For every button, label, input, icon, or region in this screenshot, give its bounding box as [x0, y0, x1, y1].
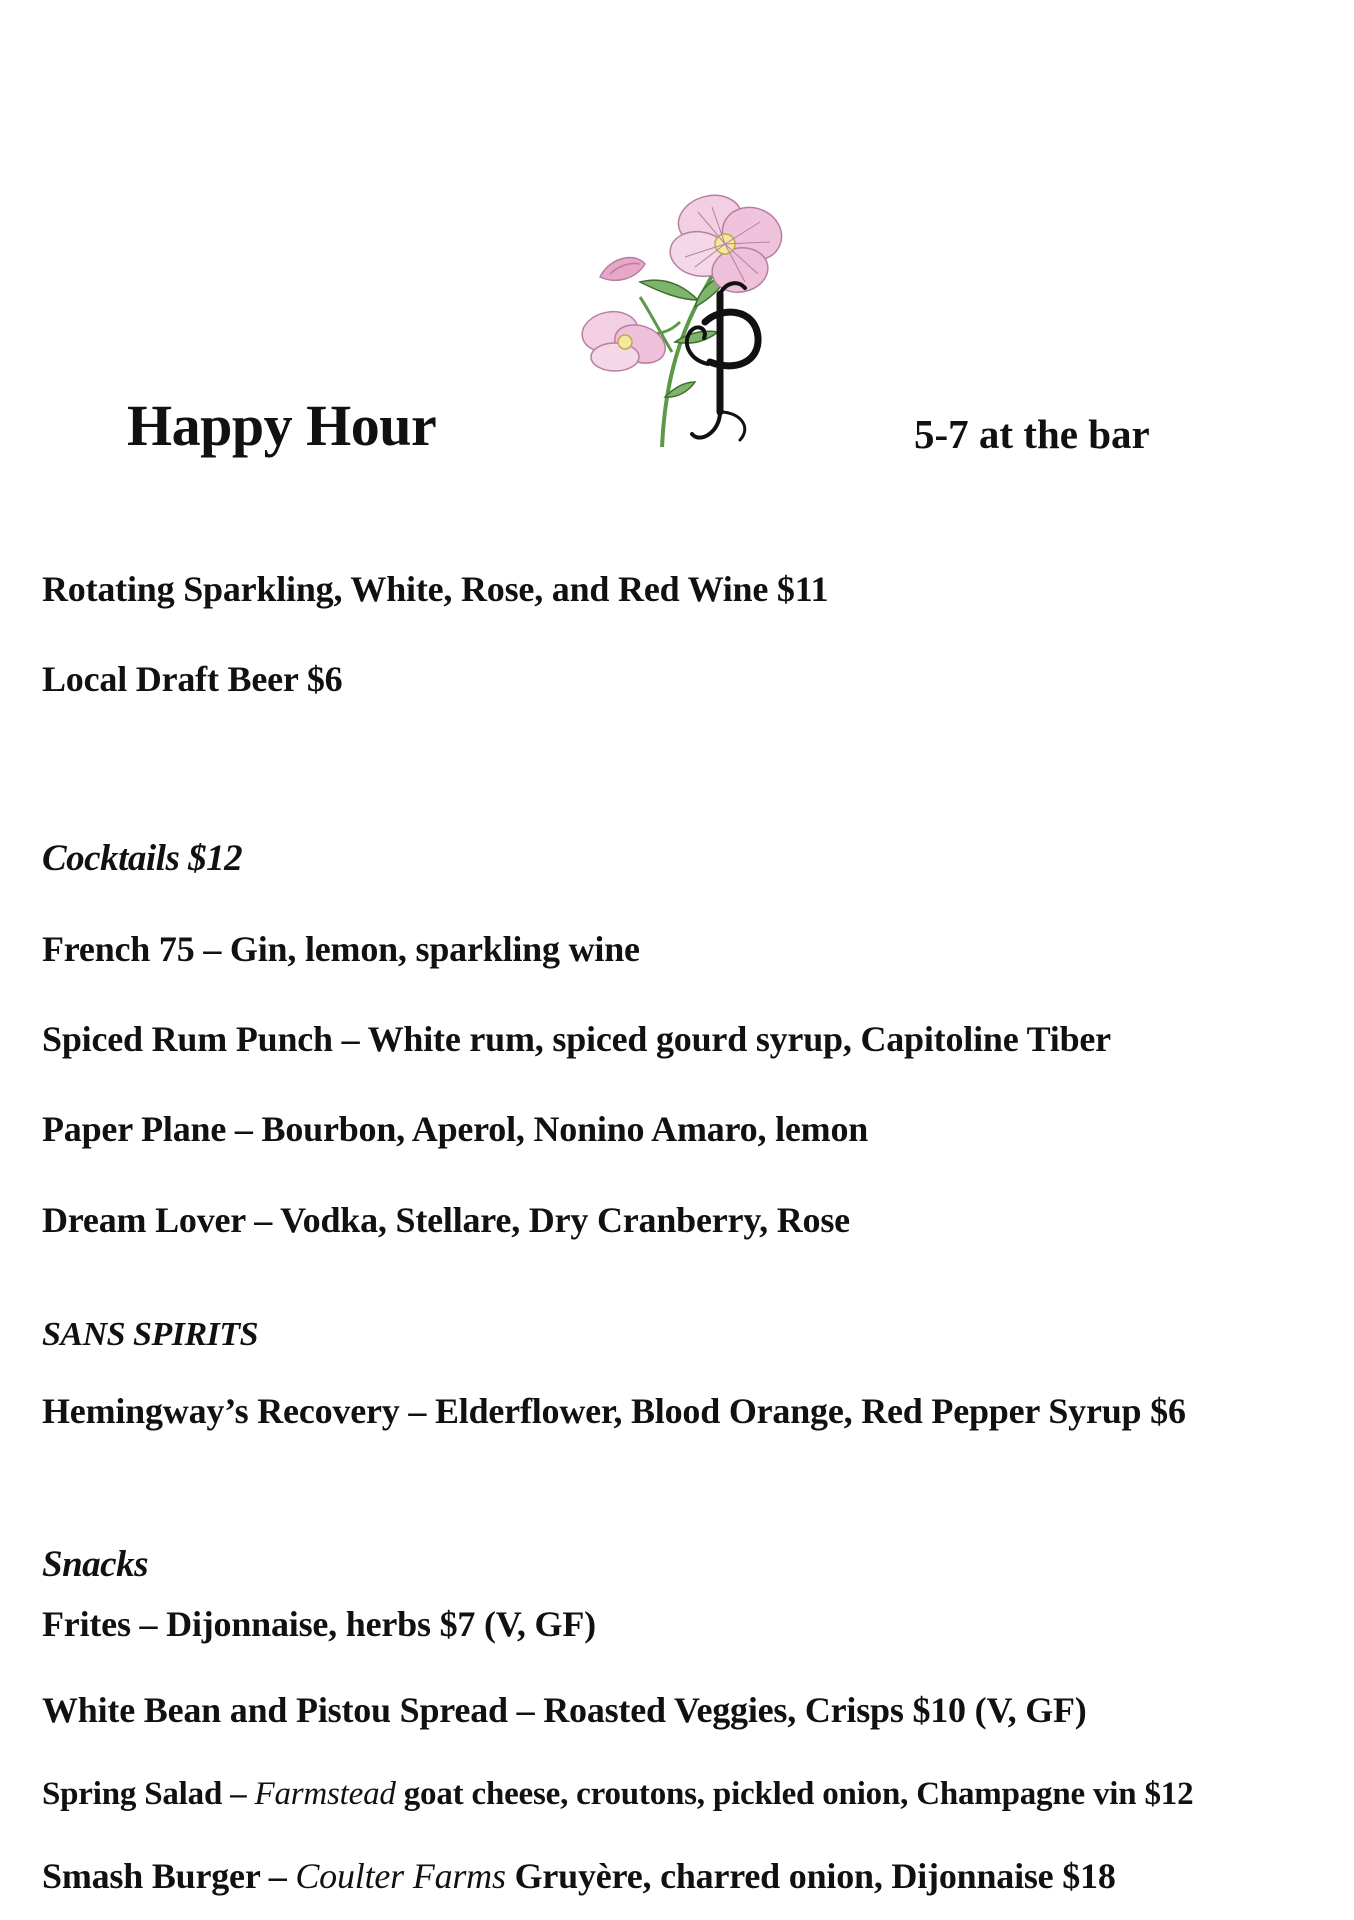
spring-salad-description: goat cheese, croutons, pickled onion, Champagne vin $12 — [395, 1776, 1194, 1812]
happy-hour-times: 5-7 at the bar — [914, 411, 1150, 457]
menu-item-dream-lover: Dream Lover – Vodka, Stellare, Dry Cranberry, Rose — [42, 1200, 850, 1240]
menu-item-spring-salad — [42, 1776, 1193, 1813]
snacks-heading: Snacks — [42, 1544, 148, 1585]
wine-offer: Rotating Sparkling, White, Rose, and Red Wine $11 — [42, 569, 829, 609]
sans-spirits-heading: SANS SPIRITS — [42, 1316, 259, 1353]
page-title: Happy Hour — [127, 393, 437, 458]
spring-salad-farm: Farmstead — [254, 1776, 396, 1812]
smash-burger-name: Smash Burger – — [42, 1856, 296, 1896]
menu-item-french-75: French 75 – Gin, lemon, sparkling wine — [42, 929, 640, 969]
menu-item-smash-burger — [42, 1855, 1116, 1897]
cocktails-heading: Cocktails $12 — [42, 838, 243, 879]
spring-salad-name: Spring Salad – — [42, 1776, 255, 1812]
smash-burger-description: Gruyère, charred onion, Dijonnaise $18 — [505, 1856, 1116, 1896]
menu-item-white-bean-spread: White Bean and Pistou Spread – Roasted Veggies, Crisps $10 (V, GF) — [42, 1690, 1087, 1730]
smash-burger-farm: Coulter Farms — [295, 1856, 506, 1896]
flower-monogram-logo-icon — [580, 182, 790, 457]
menu-item-frites: Frites – Dijonnaise, herbs $7 (V, GF) — [42, 1604, 596, 1644]
beer-offer: Local Draft Beer $6 — [42, 659, 343, 699]
menu-item-hemingways-recovery: Hemingway’s Recovery – Elderflower, Blood Orange, Red Pepper Syrup $6 — [42, 1391, 1186, 1431]
menu-item-paper-plane: Paper Plane – Bourbon, Aperol, Nonino Amaro, lemon — [42, 1109, 869, 1149]
menu-item-spiced-rum-punch: Spiced Rum Punch – White rum, spiced gourd syrup, Capitoline Tiber — [42, 1019, 1111, 1059]
